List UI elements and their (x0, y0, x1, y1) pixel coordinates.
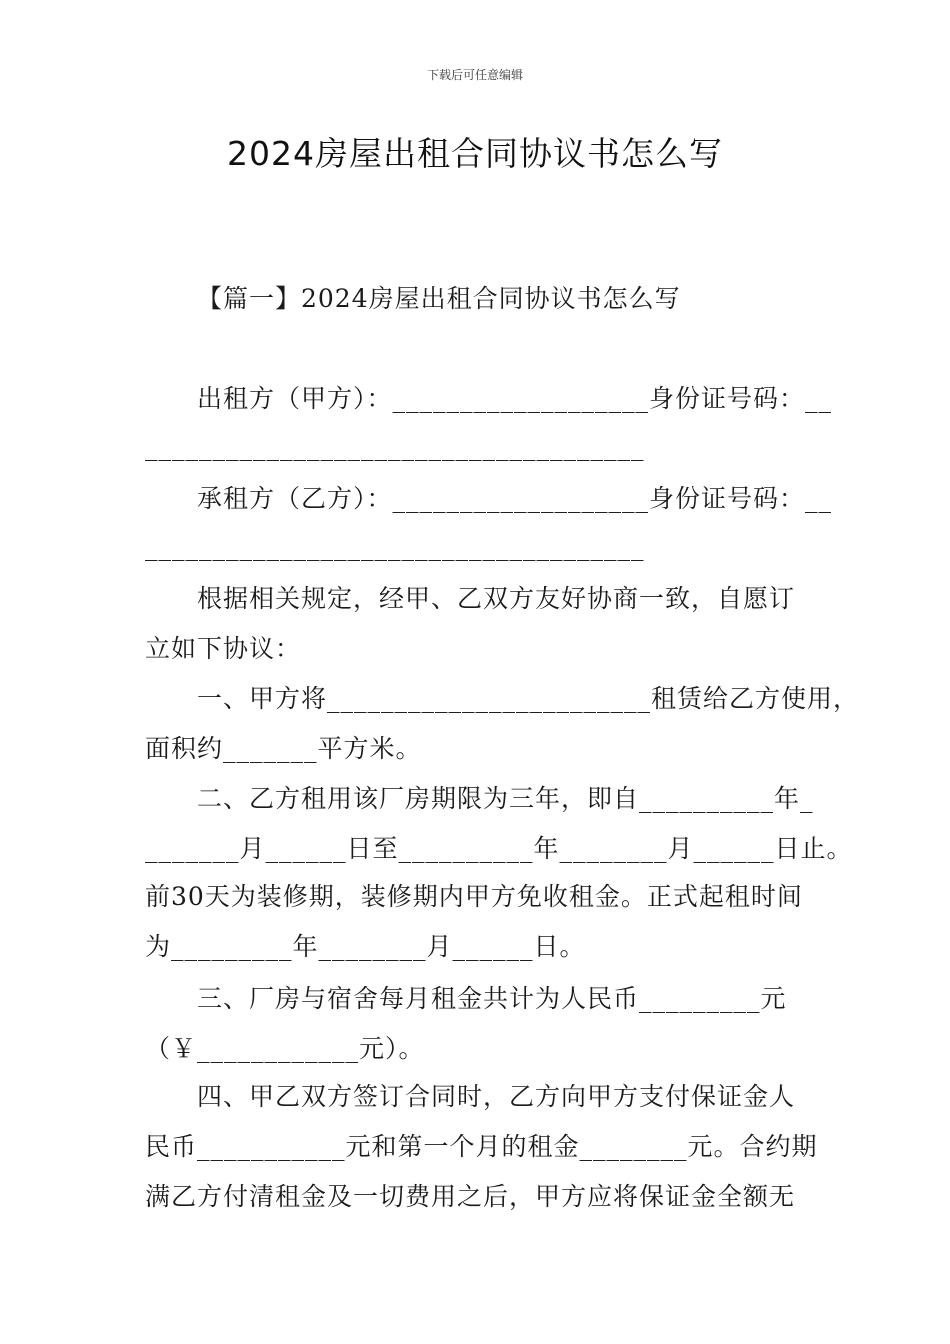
clause-2-line-4: 为_________年________月______日。 (145, 932, 586, 961)
lessee-id-line: _____________________________________ (145, 532, 645, 561)
clause-2-line-1: 二、乙方租用该厂房期限为三年，即自__________年_ (197, 784, 814, 813)
header-note: 下载后可任意编辑 (426, 68, 523, 82)
clause-3-line-1: 三、厂房与宿舍每月租金共计为人民币_________元 (197, 984, 787, 1013)
clause-4-line-3: 满乙方付清租金及一切费用之后，甲方应将保证金全额无 (145, 1182, 796, 1211)
section-heading: 【篇一】2024房屋出租合同协议书怎么写 (197, 284, 681, 313)
clause-1-line-1: 一、甲方将________________________租赁给乙方使用， (197, 684, 860, 713)
paragraph-intro-line-1: 根据相关规定，经甲、乙双方友好协商一致，自愿订 (197, 584, 796, 613)
document-title: 2024房屋出租合同协议书怎么写 (227, 134, 723, 173)
clause-4-line-1: 四、甲乙双方签订合同时，乙方向甲方支付保证金人 (197, 1082, 796, 1111)
clause-2-line-3: 前30天为装修期，装修期内甲方免收租金。正式起租时间 (145, 882, 803, 911)
clause-4-line-2: 民币___________元和第一个月的租金________元。合约期 (145, 1132, 818, 1161)
clause-1-line-2: 面积约_______平方米。 (145, 734, 422, 763)
paragraph-intro-line-2: 立如下协议： (145, 634, 302, 663)
clause-3-line-2: （￥____________元）。 (145, 1034, 425, 1063)
lessor-line: 出租方（甲方）：___________________身份证号码：__ (197, 384, 833, 413)
clause-2-line-2: _______月______日至__________年________月______日止。 (145, 834, 853, 863)
lessor-id-line: _____________________________________ (145, 432, 645, 461)
lessee-line: 承租方（乙方）：___________________身份证号码：__ (197, 484, 833, 513)
